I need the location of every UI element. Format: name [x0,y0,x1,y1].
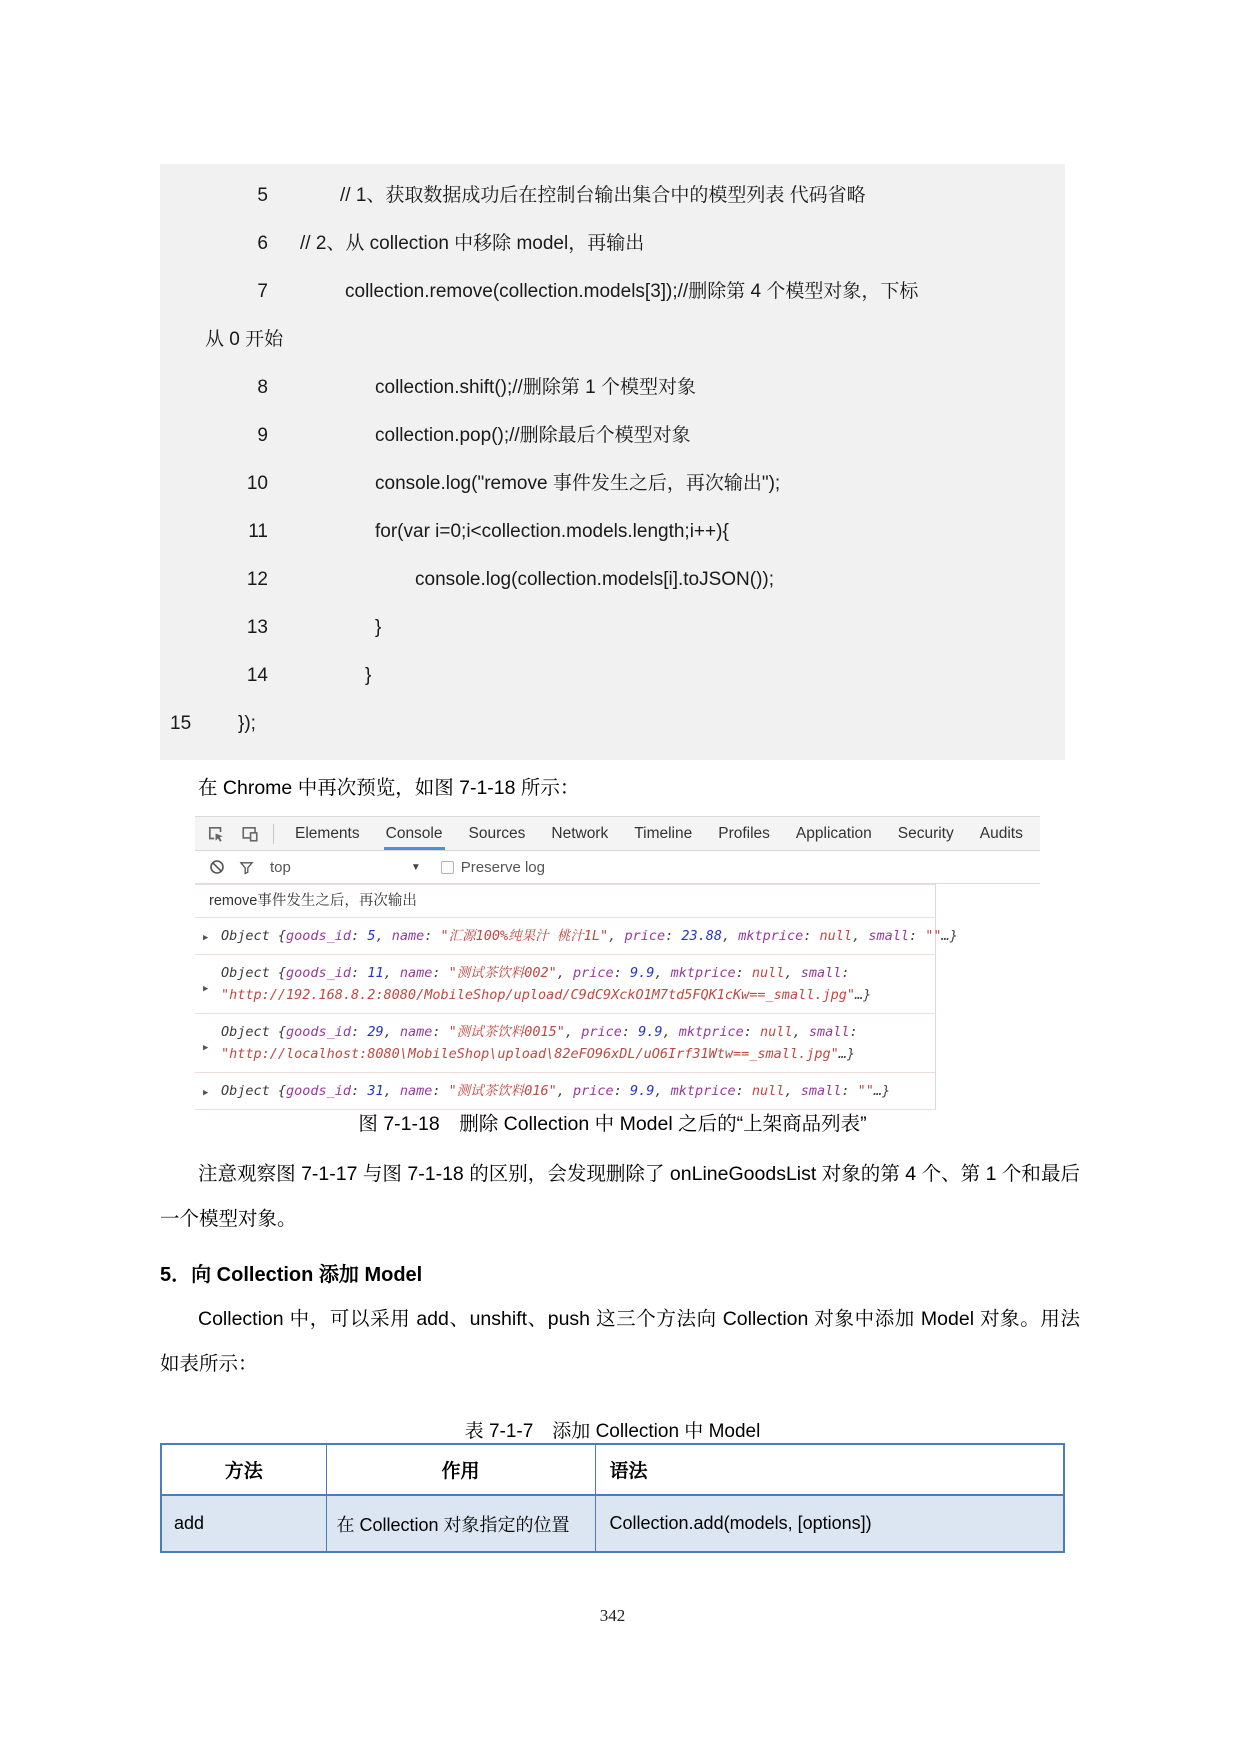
console-token: goods_id [286,1024,352,1040]
console-token: 9.9 [629,1083,655,1099]
console-token: : [351,928,368,944]
section-heading: 5．向 Collection 添加 Model [160,1264,423,1286]
line-number: 13 [246,617,268,638]
table-header-cell: 语法 [595,1444,1064,1495]
console-token: 31 [367,1083,384,1099]
tab-timeline[interactable]: Timeline [634,824,693,842]
object-preview-line [221,962,929,984]
code-line [160,220,1065,268]
console-token: : [432,1024,449,1040]
console-token: small [868,928,909,944]
code-line [160,412,1065,460]
console-token: Object { [221,928,287,944]
add-methods-paragraph: Collection 中，可以采用 add、unshift、push 这三个方法向 Collection 对象中添加 Model 对象。用法如表所示： [160,1308,1080,1375]
console-token: : [841,965,850,981]
code-text: }); [238,713,256,734]
code-line [160,172,1065,220]
execution-context-selector[interactable] [270,859,291,876]
tab-sources[interactable]: Sources [468,824,526,842]
console-token: goods_id [286,1083,352,1099]
console-token: "" [925,928,942,944]
table-header-cell: 方法 [161,1444,326,1495]
console-token: …} [873,1083,891,1099]
console-token: mktprice [678,1024,744,1040]
console-token: : [432,1083,449,1099]
console-token: mktprice [670,965,736,981]
figure-caption: 图 7-1-18 删除 Collection 中 Model 之后的“上架商品列表” [358,1113,867,1135]
console-token: : [908,928,926,944]
line-number: 7 [257,281,268,302]
console-token: : [351,965,368,981]
console-token: small [808,1024,850,1040]
console-output [195,884,958,1110]
console-log-text: remove事件发生之后，再次输出 [195,884,935,918]
code-text: for(var i=0;i<collection.models.length;i++){ [375,521,729,542]
table-row [161,1495,1064,1552]
page-number: 342 [599,1606,626,1625]
code-line [160,700,1065,748]
console-token: null [760,1024,793,1040]
console-token: price [573,1083,614,1099]
console-token: "测试茶饮料0015" [448,1024,565,1040]
code-text: collection.remove(collection.models[3]);//删除第 4 个模型对象，下标 [345,281,919,302]
console-token: "http://192.168.8.2:8080/MobileShop/upload/C9dC9XckO1M7td5FQK1cKw==_small.jpg" [221,987,855,1003]
console-object-row [195,955,935,1014]
device-toolbar-icon[interactable] [237,821,263,847]
line-number: 10 [246,473,268,494]
console-token: , [654,1083,671,1099]
code-text: console.log(collection.models[i].toJSON()); [415,569,775,590]
console-token: Object { [221,965,287,981]
console-token: 23.88 [681,928,722,944]
console-token: : [735,965,752,981]
console-token: small [800,965,842,981]
console-token: : [665,928,682,944]
code-text: collection.pop();//删除最后个模型对象 [375,425,691,446]
console-token: "测试茶饮料002" [448,965,557,981]
note-paragraph: 注意观察图 7-1-17 与图 7-1-18 的区别，会发现删除了 onLineGoodsList 对象的第 4 个、第 1 个和最后一个模型对象。 [160,1163,1080,1230]
console-token: , [852,928,869,944]
console-token: price [573,965,614,981]
table-header-cell: 作用 [326,1444,595,1495]
expand-triangle-icon[interactable]: ▶ [203,933,209,943]
console-token: null [819,928,853,944]
console-token: small [800,1083,842,1099]
tab-elements[interactable]: Elements [295,824,360,842]
console-token: , [383,965,400,981]
console-token: , [654,965,671,981]
console-token: …} [941,928,958,944]
code-text: } [365,665,372,686]
console-token: , [375,928,392,944]
line-number: 8 [257,377,268,398]
console-token: : [351,1024,368,1040]
intro-paragraph: 在 Chrome 中再次预览，如图 7-1-18 所示： [198,777,580,799]
console-token: goods_id [286,928,352,944]
console-token: mktprice [670,1083,736,1099]
console-object-row [195,1073,935,1110]
object-preview [221,925,958,947]
code-text: console.log("remove 事件发生之后，再次输出"); [375,473,781,494]
expand-triangle-icon[interactable]: ▶ [203,984,209,994]
console-token: mktprice [738,928,804,944]
console-token: : [841,1083,858,1099]
console-token: : [613,965,630,981]
code-line [160,268,1065,316]
code-block [160,164,1065,760]
code-line [160,508,1065,556]
inspect-icon[interactable] [203,821,229,847]
line-number: 6 [257,233,268,254]
console-token: , [721,928,739,944]
console-token: 11 [367,965,384,981]
table-header-row [161,1444,1064,1495]
devtools-screenshot [195,816,1040,1110]
console-token: name [391,928,425,944]
console-token: …} [838,1046,855,1062]
console-token: 9.9 [638,1024,663,1040]
console-token: 9.9 [629,965,655,981]
console-token: name [399,1024,433,1040]
code-line [160,316,1065,364]
code-line [160,460,1065,508]
object-preview [221,1021,929,1065]
filter-icon[interactable] [239,860,254,875]
object-preview-line [221,1021,929,1043]
object-preview [221,962,929,1006]
console-token: : [432,965,449,981]
console-token: , [556,965,574,981]
tab-security[interactable]: Security [897,824,954,842]
console-token: : [613,1083,630,1099]
object-preview-line [221,1080,929,1102]
console-token: , [784,965,801,981]
console-token: Object { [221,1024,287,1040]
methods-table [160,1443,1065,1553]
console-token: : [735,1083,752,1099]
console-token: "测试茶饮料016" [448,1083,557,1099]
expand-triangle-icon[interactable]: ▶ [203,1043,209,1053]
console-token: null [751,1083,785,1099]
line-number: 14 [246,665,268,686]
console-token: name [399,1083,433,1099]
console-token: "" [857,1083,874,1099]
console-token: : [849,1024,858,1040]
console-token: , [383,1083,400,1099]
code-line [160,604,1065,652]
console-token: : [351,1083,368,1099]
tab-network[interactable]: Network [551,824,609,842]
table-cell: Collection.add(models, [options]) [595,1495,1064,1552]
code-text: // 1、获取数据成功后在控制台输出集合中的模型列表 代码省略 [340,185,866,206]
console-object-row [195,1014,935,1073]
object-preview-line [221,1043,929,1065]
chevron-down-icon[interactable]: ▼ [410,861,421,873]
console-token: price [624,928,666,944]
console-token: : [621,1024,639,1040]
tab-application[interactable]: Application [795,824,872,842]
table-caption: 表 7-1-7 添加 Collection 中 Model [464,1421,761,1442]
toolbar-divider [273,824,274,844]
devtools-tabs [282,817,1036,850]
code-text: // 2、从 collection 中移除 model，再输出 [300,233,645,254]
console-token: price [581,1024,622,1040]
line-number: 15 [170,713,192,734]
console-token: , [784,1083,801,1099]
console-token: 29 [367,1024,384,1040]
console-token: , [564,1024,582,1040]
preserve-log-label: Preserve log [460,858,545,876]
console-token: "http://localhost:8080\MobileShop\upload\82eFO96xDL/uO6Irf31Wtw==_small.jpg" [221,1046,839,1062]
table-cell: 在 Collection 对象指定的位置 [326,1495,595,1552]
console-token: , [556,1083,574,1099]
line-number: 11 [248,521,268,542]
console-token: "汇源100%纯果汁 桃汁1L" [440,928,609,944]
preserve-log-checkbox[interactable] [441,861,454,874]
console-token: , [792,1024,809,1040]
tab-audits[interactable]: Audits [979,824,1023,842]
tab-profiles[interactable]: Profiles [718,824,770,842]
console-object-row [195,918,958,955]
console-token: , [608,928,625,944]
code-line [160,556,1065,604]
line-number: 9 [257,425,268,446]
console-token: Object { [221,1083,287,1099]
console-token: goods_id [286,965,352,981]
console-token: , [662,1024,679,1040]
expand-triangle-icon[interactable]: ▶ [203,1088,209,1098]
console-token: null [751,965,785,981]
console-token: name [399,965,433,981]
object-preview-line [221,984,929,1006]
devtools-tabbar [195,816,1040,851]
console-token: : [424,928,441,944]
code-line [160,364,1065,412]
object-preview [221,1080,929,1102]
console-token: , [383,1024,400,1040]
console-toolbar [195,851,1040,884]
line-number: 5 [257,185,268,206]
execution-context-label: top [270,858,291,876]
tab-console[interactable]: Console [373,817,456,850]
code-text: 从 0 开始 [205,329,284,350]
table-cell: add [161,1495,326,1552]
code-text: collection.shift();//删除第 1 个模型对象 [375,377,696,398]
console-token: : [803,928,820,944]
clear-console-icon[interactable] [209,859,225,875]
line-number: 12 [246,569,268,590]
code-line [160,652,1065,700]
console-token: …} [854,987,872,1003]
code-text: } [375,617,382,638]
console-token: : [743,1024,761,1040]
console-token: 5 [367,928,376,944]
object-preview-line [221,925,958,947]
